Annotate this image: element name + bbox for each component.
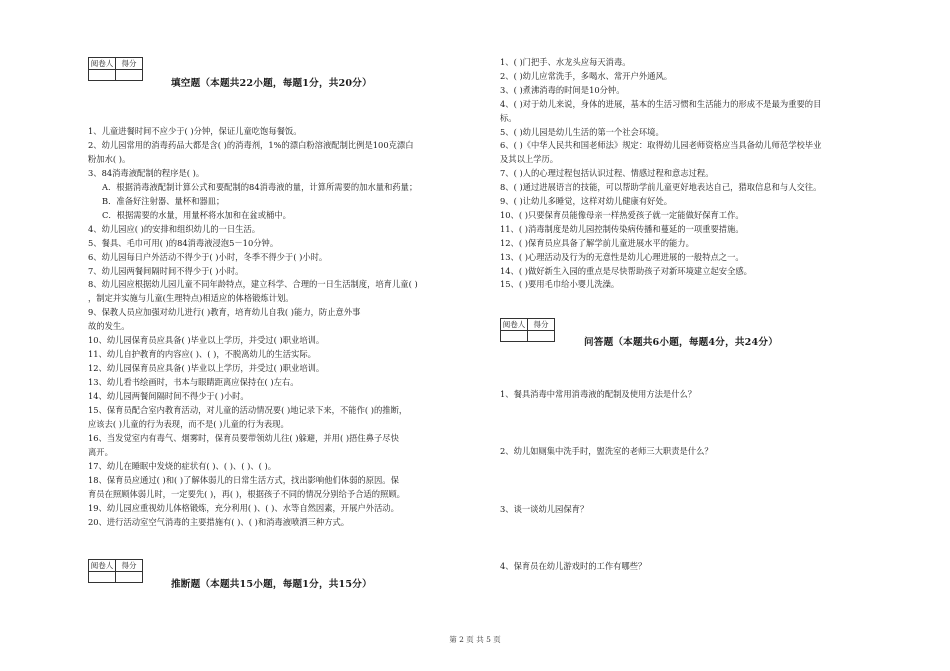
score-box	[88, 559, 143, 583]
qa-question: 4、保育员在幼儿游戏时的工作有哪些？	[500, 561, 647, 571]
fill-question-line: 粉加水( )。	[88, 153, 131, 164]
score-box	[88, 57, 143, 81]
fill-question-line: 11、幼儿自护教育的内容应( )、( )，不脱离幼儿的生活实际。	[88, 349, 316, 360]
judge-question-line: 11、( )消毒制度是幼儿园控制传染病传播和蔓延的一项重要措施。	[500, 223, 744, 234]
fill-question-line: 5、餐具、毛巾可用( )的84消毒液浸泡5－10分钟。	[88, 237, 279, 248]
judge-question-line: 9、( )让幼儿多睡觉，这样对幼儿健康有好处。	[500, 196, 673, 206]
judge-question-line: 2、( )幼儿应常洗手，多喝水、常开户外通风。	[500, 70, 673, 81]
fill-question-line: B．准备好注射器、量杯和器皿；	[102, 195, 225, 206]
judge-question-line: 13、( )心理活动及行为的无意性是幼儿心理进展的一般特点之一。	[500, 251, 744, 262]
qa-question: 2、幼儿如厕集中洗手时，盥洗室的老师三大职责是什么？	[500, 446, 713, 456]
grader-label: 阅卷人	[89, 560, 116, 572]
fill-question-line: 6、幼儿园每日户外活动不得少于( )小时，冬季不得少于( )小时。	[88, 251, 328, 262]
fill-question-line: 16、当发觉室内有毒气、烟雾时，保育员要带领幼儿往( )躲避，并用( )捂住鼻子尽快	[88, 432, 399, 443]
fill-question-line: 15、保育员配合室内教育活动，对儿童的活动情况要( )地记录下来，不能作( )的推断，	[88, 405, 408, 415]
fill-question-line: A．根据消毒液配制计算公式和要配制的84消毒液的量，计算所需要的加水量和药量；	[102, 181, 418, 192]
judge-section-title: 推断题（本题共15小题，每题1分，共15分）	[171, 579, 372, 590]
grader-label: 阅卷人	[501, 319, 528, 331]
judge-question-line: 10、( )只要保育员能像母亲一样热爱孩子就一定能做好保育工作。	[500, 209, 744, 220]
judge-question-line: 12、( )保育员应具备了解学前儿童进展水平的能力。	[500, 237, 694, 248]
judge-question-line: 8、( )通过进展语言的技能，可以帮助学前儿童更好地表达自己，猎取信息和与人交往。	[500, 182, 822, 193]
judge-question-line: 6、( )《中华人民共和国老师法》规定：取得幼儿园老师资格应当具备幼儿师范学校毕业	[500, 140, 822, 151]
score-box	[500, 318, 555, 342]
score-label: 得分	[528, 319, 555, 331]
fill-question-line: 13、幼儿看书绘画时，书本与眼睛距离应保持在( )左右。	[88, 377, 299, 388]
fill-question-line: 14、幼儿园两餐间隔时间不得少于( )小时。	[88, 391, 249, 402]
fill-question-line: 19、幼儿园应重视幼儿体格锻炼，充分利用( )、( )、水等自然因素，开展户外活动。	[88, 502, 399, 513]
fill-question-line: C．根据需要的水量，用量杯将水加和在盆或桶中。	[102, 209, 291, 220]
judge-question-line: 及其以上学历。	[500, 154, 559, 165]
judge-question-line: 1、( )门把手、水龙头应每天消毒。	[500, 57, 631, 67]
score-cell	[116, 70, 143, 81]
judge-question-line: 4、( )对于幼儿来说，身体的进展，基本的生活习惯和生活能力的形成不是最为重要的目	[500, 98, 822, 109]
qa-question: 1、餐具消毒中常用消毒液的配制及使用方法是什么？	[500, 389, 697, 399]
fill-question-line: 9、保教人员应加强对幼儿进行( )教育，培育幼儿自我( )能力，防止意外事	[88, 307, 361, 318]
grader-label: 阅卷人	[89, 58, 116, 70]
fill-question-line: 8、幼儿园应根据幼儿园儿童不同年龄特点，建立科学、合理的一日生活制度，培育儿童( )	[88, 279, 418, 290]
fill-question-line: 育员在照顾体弱儿时，一定要先( )，再( )，根据孩子不同的情况分别给予合适的照顾。	[88, 488, 405, 499]
judge-question-line: 7、( )人的心理过程包括认识过程、情感过程和意志过程。	[500, 168, 714, 179]
page-footer: 第 2 页 共 5 页	[449, 635, 501, 644]
judge-question-line: 5、( )幼儿园是幼儿生活的第一个社会环境。	[500, 126, 664, 137]
fill-question-line: 18、保育员应通过( )和( )了解体弱儿的日常生活方式，找出影响他们体弱的原因。保	[88, 474, 399, 485]
fill-question-line: 20、进行活动室空气消毒的主要措施有( )、( )和消毒液喷洒三种方式。	[88, 516, 350, 527]
fill-question-line: 2、幼儿园常用的消毒药品大都是含( )的消毒剂，1%的漂白粉溶液配制比例是100克漂白	[88, 139, 414, 150]
fill-section-title: 填空题（本题共22小题，每题1分，共20分）	[171, 78, 372, 89]
grader-cell	[89, 70, 116, 81]
fill-question-line: ，制定并实施与儿童(生理特点)相适应的体格锻炼计划。	[88, 293, 294, 304]
fill-question-line: 4、幼儿园应( )的安排和组织幼儿的一日生活。	[88, 223, 261, 234]
fill-question-line: 10、幼儿园保育员应具备( )毕业以上学历，并受过( )职业培训。	[88, 335, 325, 346]
fill-question-line: 3、84消毒液配制的程序是( )。	[88, 167, 205, 178]
judge-question-line: 标。	[500, 112, 517, 123]
grader-cell	[89, 572, 116, 583]
fill-question-line: 7、幼儿园两餐间隔时间不得少于( )小时。	[88, 265, 244, 276]
qa-section-title: 问答题（本题共6小题，每题4分，共24分）	[584, 337, 778, 348]
score-label: 得分	[116, 560, 143, 572]
fill-question-line: 12、幼儿园保育员应具备( )毕业以上学历，并受过( )职业培训。	[88, 363, 325, 374]
qa-question: 3、谈一谈幼儿园保育？	[500, 504, 589, 514]
fill-question-line: 17、幼儿在睡眠中发烧的症状有( )、( )、( )、( )。	[88, 460, 277, 471]
fill-question-line: 离开。	[88, 446, 113, 457]
score-cell	[528, 331, 555, 342]
score-label: 得分	[116, 58, 143, 70]
judge-question-line: 3、( )煮沸消毒的时间是10分钟。	[500, 84, 625, 95]
judge-question-line: 14、( )做好新生入园的重点是尽快帮助孩子对新环境建立起安全感。	[500, 265, 752, 276]
judge-question-line: 15、( )要用毛巾给小婴儿洗澡。	[500, 279, 620, 290]
fill-question-line: 应该去( )儿童的行为表现，而不是( )儿童的行为表现。	[88, 418, 289, 429]
fill-question-line: 1、儿童进餐时间不应少于( )分钟，保证儿童吃饱每餐饭。	[88, 126, 302, 136]
score-cell	[116, 572, 143, 583]
fill-question-line: 故的发生。	[88, 321, 130, 332]
grader-cell	[501, 331, 528, 342]
